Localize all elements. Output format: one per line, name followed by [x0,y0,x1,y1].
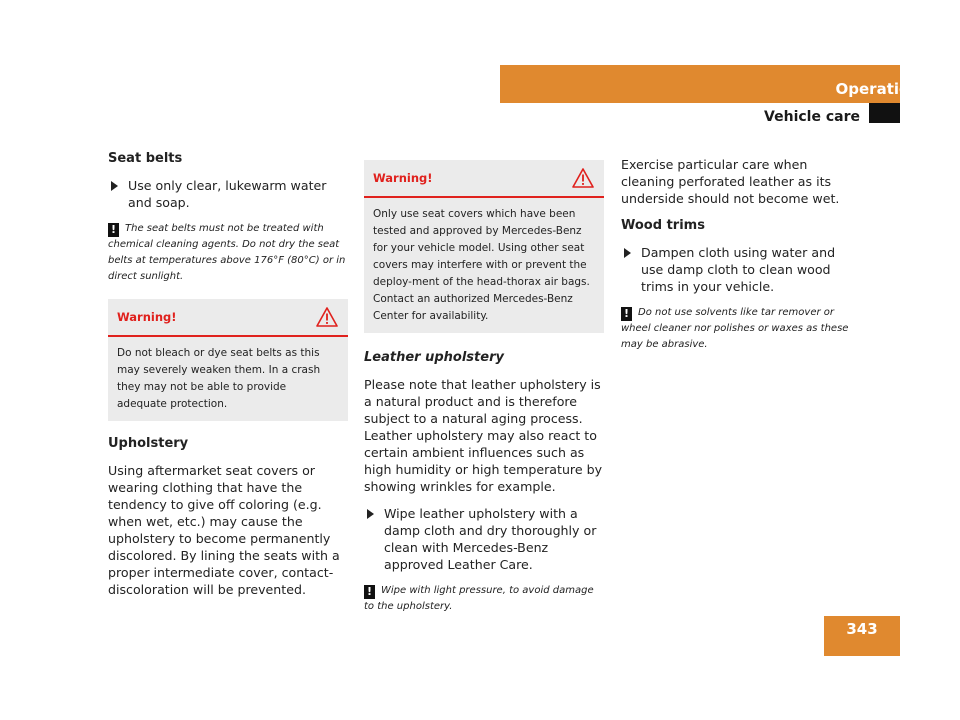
seat-belts-instruction-text: Use only clear, lukewarm water and soap. [128,178,327,210]
leather-instruction-text: Wipe leather upholstery with a damp cloth and dry thoroughly or clean with Mercedes-Benz approved Leather Care. [384,506,597,572]
bullet-arrow-icon [367,509,374,519]
warning-triangle-icon [316,307,338,327]
warning-text: Do not bleach or dye seat belts as this may severely weaken them. In a crash they may not be able to provide adequate protection. [117,347,321,410]
column-2 [364,160,604,627]
leather-instruction [364,505,604,573]
seat-belts-note [108,221,348,285]
warning-header [108,299,348,337]
wood-trims-heading: Wood trims [621,218,705,233]
subsection-title: Vehicle care [764,109,860,125]
leather-note-text: Wipe with light pressure, to avoid damage to the upholstery. [364,585,594,612]
note-exclamation-icon: ! [621,307,632,321]
leather-paragraph: Please note that leather upholstery is a natural product and is therefore subject to a natural aging process. Leather upholstery may also react to certain ambient influences such as high humidity or high temperature by showing wrinkles for example. [364,377,603,494]
seat-belts-warning-box [108,299,348,421]
warning-text: Only use seat covers which have been tested and approved by Mercedes-Benz for your vehicle model. Using other seat covers may interfere with or prevent the deploy-ment of the head-thorax air bags. Contact an authorized Mercedes-Benz Center for availability. [373,208,590,322]
section-title: Operation [835,80,920,98]
leather-note [364,583,604,615]
wood-trims-note-text: Do not use solvents like tar remover or wheel cleaner nor polishes or waxes as these may be abrasive. [621,307,849,350]
page-number: 343 [846,620,878,638]
seat-covers-warning-box [364,160,604,333]
upholstery-paragraph: Using aftermarket seat covers or wearing clothing that have the tendency to give off coloring (e.g. when wet, etc.) may cause the upholstery to become permanently discolored. By lining the seats with a proper intermediate cover, contact-discoloration will be prevented. [108,463,340,597]
page-number-box [824,616,900,656]
warning-header [364,160,604,198]
wood-trims-note [621,305,861,353]
bullet-arrow-icon [624,248,631,258]
header-marker [869,103,900,123]
warning-title: Warning! [117,310,177,324]
perforated-leather-paragraph: Exercise particular care when cleaning perforated leather as its underside should not become wet. [621,157,840,206]
warning-triangle-icon [572,168,594,188]
seat-belts-note-text: The seat belts must not be treated with chemical cleaning agents. Do not dry the seat belts at temperatures above 176°F (80°C) or in direct sunlight. [108,223,346,282]
wood-trims-instruction [621,244,861,295]
warning-title: Warning! [373,171,433,185]
wood-trims-instruction-text: Dampen cloth using water and use damp cloth to clean wood trims in your vehicle. [641,245,836,294]
upholstery-heading: Upholstery [108,436,189,451]
column-1 [108,150,348,608]
note-exclamation-icon: ! [364,585,375,599]
leather-heading: Leather upholstery [364,350,504,365]
seat-belts-heading: Seat belts [108,151,183,166]
bullet-arrow-icon [111,181,118,191]
seat-belts-instruction [108,177,348,211]
column-3 [621,156,861,365]
note-exclamation-icon: ! [108,223,119,237]
